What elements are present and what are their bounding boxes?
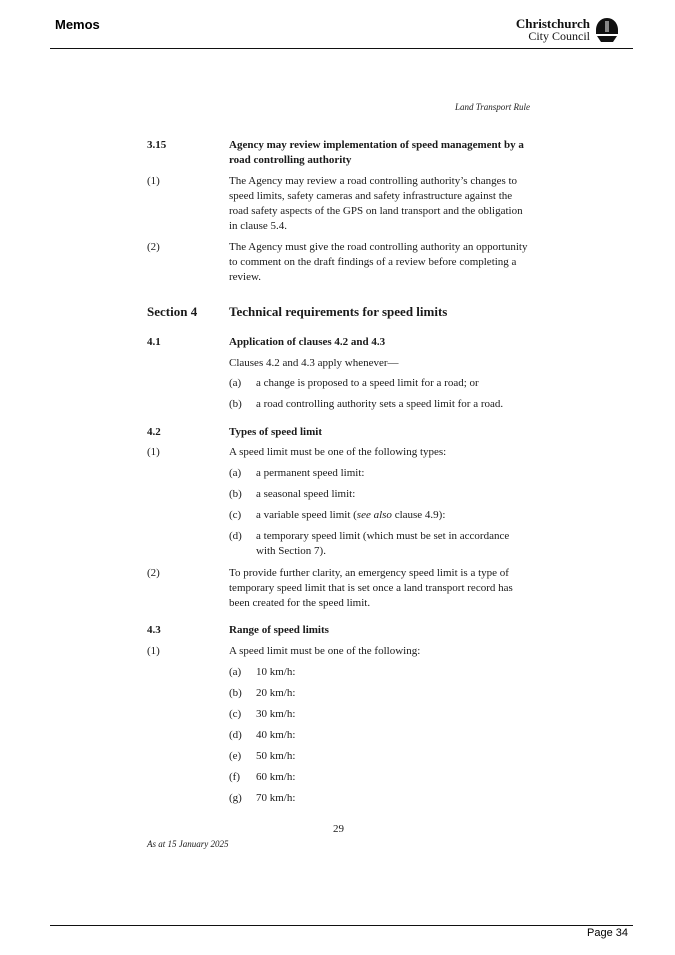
subclause-label: (2) [147,241,160,253]
section-label: Section 4 [147,304,198,319]
council-logo [508,14,620,44]
list-label: (a) [229,666,242,678]
list-label: (d) [229,530,242,542]
subclause-text: A speed limit must be one of the following types: [229,446,447,458]
list-label: (f) [229,771,240,783]
list-item: 10 km/h: [256,666,296,678]
document-page-number: 29 [333,823,344,835]
memo-page-number: Page 34 [587,927,628,939]
memos-title: Memos [55,17,100,32]
list-item: a permanent speed limit: [256,467,365,479]
subclause-label: (2) [147,567,160,579]
logo-line-2: City Council [528,29,590,43]
list-item: a temporary speed limit (which must be set in accordance with Section 7). [256,530,510,557]
list-item: 50 km/h: [256,750,296,762]
clause-intro: Clauses 4.2 and 4.3 apply whenever— [229,357,399,369]
list-label: (g) [229,792,242,804]
list-label: (d) [229,729,242,741]
cathedral-logo-icon [594,17,620,43]
list-item: 20 km/h: [256,687,296,699]
subclause-label: (1) [147,175,160,187]
list-label: (c) [229,509,242,521]
clause-title: Application of clauses 4.2 and 4.3 [229,336,386,348]
clause-title: Range of speed limits [229,624,329,636]
clause-number: 4.3 [147,624,161,636]
clause-number: 3.15 [147,139,167,151]
clause-number: 4.1 [147,336,161,348]
footer-rule [50,925,633,926]
list-label: (b) [229,398,242,410]
subclause-text: The Agency may review a road controlling authority’s changes to speed limits, safety cameras and safety infrastructure against the road safety aspects of the GPS on land transport and the obligation in clause 5.4. [229,175,523,232]
header-rule [50,48,633,49]
list-item: 40 km/h: [256,729,296,741]
clause-title: Agency may review implementation of speed management by a road controlling authority [229,139,524,166]
list-item: a variable speed limit (see also clause 4.9): [256,509,446,521]
list-label: (b) [229,687,242,699]
list-label: (a) [229,467,242,479]
list-item: 60 km/h: [256,771,296,783]
list-label: (b) [229,488,242,500]
logo-line-1: Christchurch [515,16,590,31]
list-label: (c) [229,708,242,720]
italic-see-also: see also [356,509,392,521]
subclause-text: The Agency must give the road controlling authority an opportunity to comment on the draft findings of a review before completing a review. [229,241,528,283]
clause-number: 4.2 [147,426,161,438]
list-label: (a) [229,377,242,389]
list-item: a seasonal speed limit: [256,488,356,500]
running-head: Land Transport Rule [454,102,530,112]
list-item: a road controlling authority sets a speed limit for a road. [256,398,504,410]
subclause-label: (1) [147,645,160,657]
as-at-date: As at 15 January 2025 [147,839,229,849]
list-item: a change is proposed to a speed limit for a road; or [256,377,479,389]
list-item: 70 km/h: [256,792,296,804]
list-label: (e) [229,750,242,762]
clause-title: Types of speed limit [229,426,322,438]
subclause-label: (1) [147,446,160,458]
subclause-text: To provide further clarity, an emergency speed limit is a type of temporary speed limit that is set once a land transport record has been created for the speed limit. [229,567,513,609]
subclause-text: A speed limit must be one of the following: [229,645,421,657]
list-item: 30 km/h: [256,708,296,720]
section-title: Technical requirements for speed limits [229,304,448,319]
